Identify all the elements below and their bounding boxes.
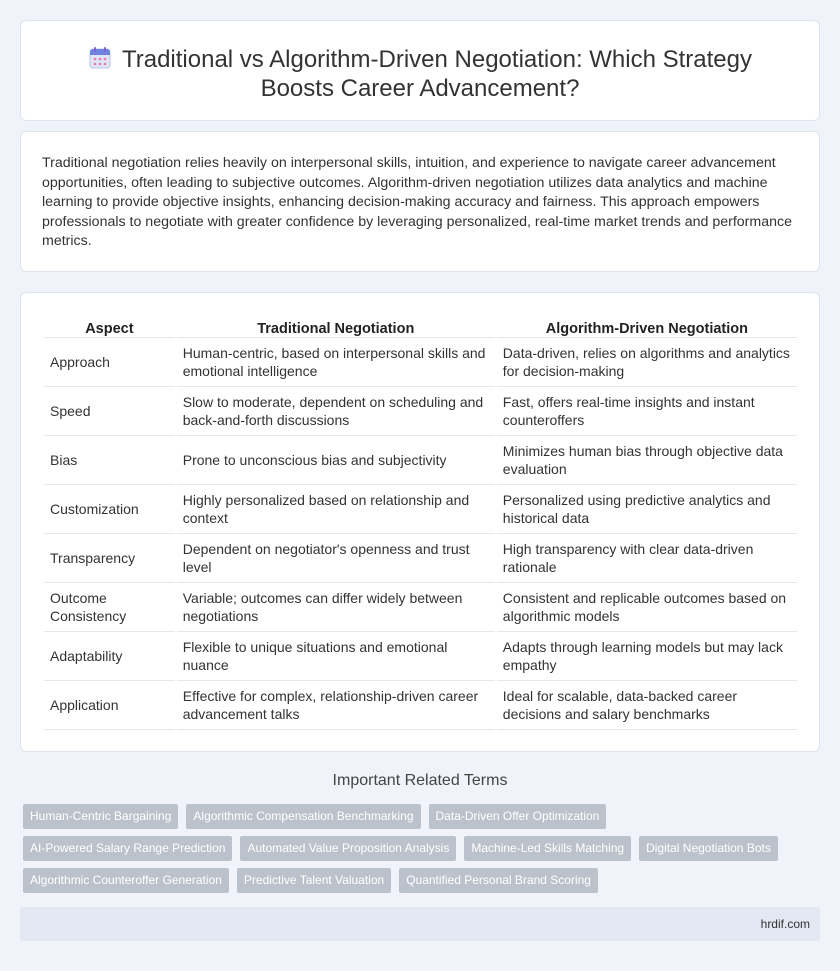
table-row [44,681,797,730]
algorithm-cell: Personalized using predictive analytics and historical data [497,485,797,534]
table-row [44,534,797,583]
term-tag[interactable]: Machine-Led Skills Matching [464,836,631,861]
header-traditional: Traditional Negotiation [177,314,495,338]
term-tag[interactable]: Predictive Talent Valuation [237,868,391,893]
aspect-cell: Bias [44,436,175,485]
aspect-cell: Application [44,681,175,730]
traditional-cell: Flexible to unique situations and emotional nuance [177,632,495,681]
term-tag[interactable]: Algorithmic Compensation Benchmarking [186,804,420,829]
table-row [44,485,797,534]
header-algorithm: Algorithm-Driven Negotiation [497,314,797,338]
intro-paragraph: Traditional negotiation relies heavily on interpersonal skills, intuition, and experience to navigate career advancement opportunities, often leading to subjective outcomes. Algorithm-driven negotiation utilizes data analytics and machine learning to provide objective insights, enhancing decision-making accuracy and fairness. This approach empowers professionals to negotiate with greater confidence by leveraging personalized, real-time market trends and performance metrics. [42,155,792,250]
algorithm-cell: Minimizes human bias through objective data evaluation [497,436,797,485]
title-card [20,20,820,121]
term-tag[interactable]: AI-Powered Salary Range Prediction [23,836,232,861]
traditional-cell: Slow to moderate, dependent on scheduling and back-and-forth discussions [177,387,495,436]
title-line-1: Traditional vs Algorithm-Driven Negotiation: Which Strategy [121,46,753,73]
footer [20,907,820,941]
term-tag[interactable]: Automated Value Proposition Analysis [240,836,456,861]
algorithm-cell: Consistent and replicable outcomes based on algorithmic models [497,583,797,632]
algorithm-cell: Fast, offers real-time insights and instant counteroffers [497,387,797,436]
traditional-cell: Effective for complex, relationship-driven career advancement talks [177,681,495,730]
comparison-table [42,314,799,730]
related-terms-tags [23,804,823,900]
traditional-cell: Highly personalized based on relationship and context [177,485,495,534]
aspect-cell: Transparency [44,534,175,583]
term-tag[interactable]: Quantified Personal Brand Scoring [399,868,598,893]
algorithm-cell: High transparency with clear data-driven rationale [497,534,797,583]
header-aspect: Aspect [44,314,175,338]
aspect-cell: Adaptability [44,632,175,681]
related-terms-title: Important Related Terms [332,772,508,789]
traditional-cell: Human-centric, based on interpersonal skills and emotional intelligence [177,338,495,387]
aspect-cell: Customization [44,485,175,534]
term-tag[interactable]: Human-Centric Bargaining [23,804,178,829]
traditional-cell: Prone to unconscious bias and subjectivity [177,436,495,485]
table-header-row [44,314,797,338]
table-row [44,583,797,632]
traditional-cell: Variable; outcomes can differ widely between negotiations [177,583,495,632]
table-row [44,338,797,387]
title-line-2: Boosts Career Advancement? [260,75,580,102]
footer-site[interactable]: hrdif.com [760,917,810,931]
algorithm-cell: Ideal for scalable, data-backed career decisions and salary benchmarks [497,681,797,730]
table-row [44,387,797,436]
comparison-card [20,292,820,752]
term-tag[interactable]: Digital Negotiation Bots [639,836,778,861]
aspect-cell: Speed [44,387,175,436]
aspect-cell: Approach [44,338,175,387]
intro-card [20,131,820,272]
page-title [21,45,819,103]
term-tag[interactable]: Data-Driven Offer Optimization [429,804,607,829]
term-tag[interactable]: Algorithmic Counteroffer Generation [23,868,229,893]
traditional-cell: Dependent on negotiator's openness and trust level [177,534,495,583]
algorithm-cell: Data-driven, relies on algorithms and analytics for decision-making [497,338,797,387]
calendar-icon [88,46,112,70]
table-row [44,632,797,681]
algorithm-cell: Adapts through learning models but may lack empathy [497,632,797,681]
table-row [44,436,797,485]
aspect-cell: Outcome Consistency [44,583,175,632]
